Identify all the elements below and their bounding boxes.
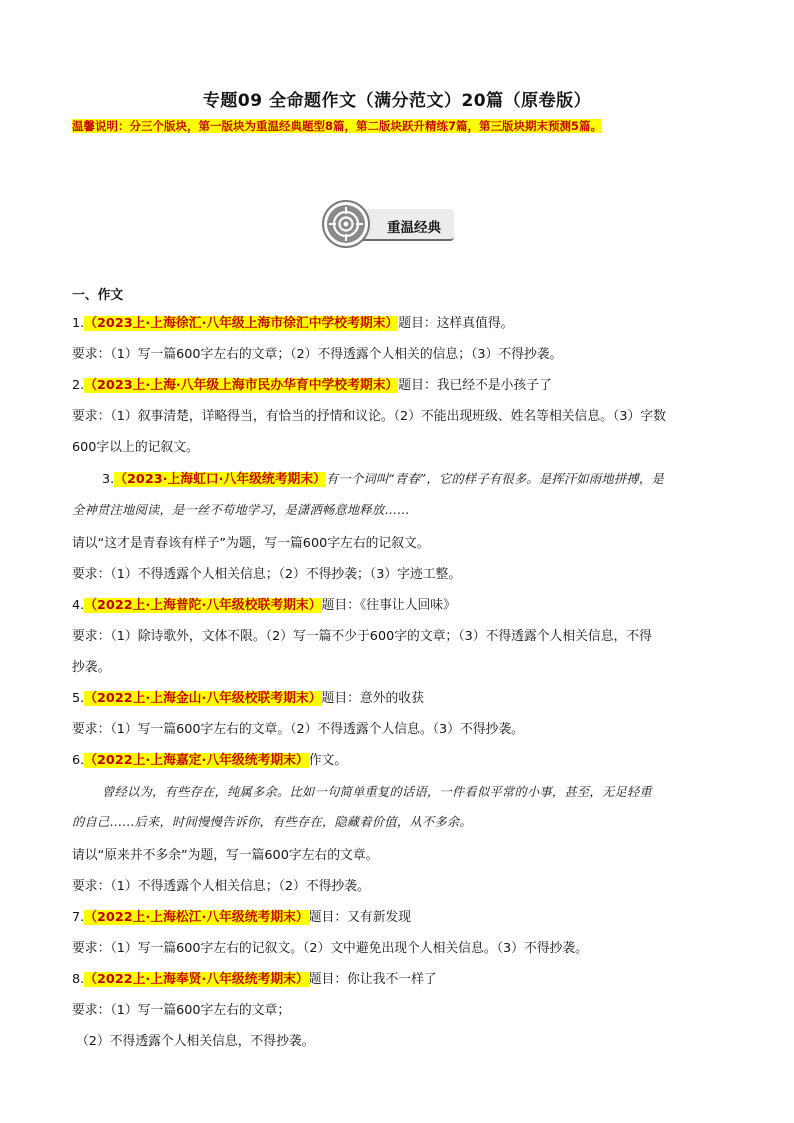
item-source: （2023·上海虹口·八年级统考期末） xyxy=(114,472,326,487)
item-requirement: 要求：（1）写一篇600字左右的文章。（2）不得透露个人信息。（3）不得抄袭。 xyxy=(72,722,524,737)
item-number: 1. xyxy=(72,316,85,331)
list-item xyxy=(102,468,664,487)
notice-text: 温馨说明：分三个版块，第一版块为重温经典题型8篇，第二版块跃升精练7篇，第三版块期末预测5篇。 xyxy=(72,119,602,133)
item-prompt: 题目：意外的收获 xyxy=(321,691,424,706)
item-prompt: 题目：我已经不是小孩子了 xyxy=(398,378,552,393)
item-source: （2022上·上海嘉定·八年级统考期末） xyxy=(84,753,309,768)
item-quote: 的自己……后来，时间慢慢告诉你，有些存在，隐藏着价值，从不多余。 xyxy=(72,815,472,829)
item-prompt: 题目：你让我不一样了 xyxy=(308,972,437,987)
section-heading: 一、作文 xyxy=(72,288,124,303)
item-prompt: 作文。 xyxy=(308,753,348,768)
item-number: 6. xyxy=(72,753,85,768)
item-source: （2022上·上海奉贤·八年级统考期末） xyxy=(84,972,309,987)
target-icon xyxy=(322,200,370,248)
item-requirement: 抄袭。 xyxy=(72,660,111,675)
list-item xyxy=(72,594,456,613)
list-item xyxy=(72,312,513,331)
item-source: （2023上·上海徐汇·八年级上海市徐汇中学校考期末） xyxy=(84,316,399,331)
list-item xyxy=(72,968,437,987)
list-item xyxy=(72,906,411,925)
item-instruction: 请以“这才是青春该有样子”为题，写一篇600字左右的记叙文。 xyxy=(72,536,430,551)
badge-label: 重温经典 xyxy=(387,220,441,236)
item-number: 3. xyxy=(102,472,115,487)
item-quote: 全神贯注地阅读，是一丝不苟地学习，是潇洒畅意地释放…… xyxy=(72,503,410,517)
item-requirement: 要求：（1）写一篇600字左右的文章；（2）不得透露个人相关的信息；（3）不得抄袭。 xyxy=(72,347,563,362)
item-quote: 曾经以为，有些存在，纯属多余。比如一句简单重复的话语，一件看似平常的小事，甚至，无足轻重 xyxy=(102,785,652,799)
item-requirement: 要求：（1）除诗歌外，文体不限。（2）写一篇不少于600字的文章；（3）不得透露个人相关信息，不得 xyxy=(72,629,652,644)
item-number: 4. xyxy=(72,598,85,613)
item-requirement: （2）不得透露个人相关信息，不得抄袭。 xyxy=(76,1034,315,1049)
item-number: 2. xyxy=(72,378,85,393)
item-requirement: 600字以上的记叙文。 xyxy=(72,440,199,455)
item-number: 5. xyxy=(72,691,85,706)
item-number: 8. xyxy=(72,972,85,987)
list-item xyxy=(72,749,347,768)
item-number: 7. xyxy=(72,910,85,925)
item-requirement: 要求：（1）不得透露个人相关信息；（2）不得抄袭。 xyxy=(72,879,370,894)
item-source: （2022上·上海普陀·八年级校联考期末） xyxy=(84,598,322,613)
list-item xyxy=(72,687,424,706)
item-requirement: 要求：（1）写一篇600字左右的记叙文。（2）文中避免出现个人相关信息。（3）不得抄袭。 xyxy=(72,941,588,956)
item-source: （2022上·上海松江·八年级统考期末） xyxy=(84,910,309,925)
item-requirement: 要求：（1）叙事清楚，详略得当，有恰当的抒情和议论。（2）不能出现班级、姓名等相关信息。（3）字数 xyxy=(72,409,666,424)
item-prompt: 有一个词叫“青春”，它的样子有很多。是挥汗如雨地拼搏，是 xyxy=(325,472,664,486)
item-prompt: 题目：又有新发现 xyxy=(308,910,412,925)
item-requirement: 要求：（1）不得透露个人相关信息；（2）不得抄袭；（3）字迹工整。 xyxy=(72,567,462,582)
notice-line xyxy=(72,118,724,134)
item-prompt: 题目：《往事让人回味》 xyxy=(321,598,456,613)
item-requirement: 要求：（1）写一篇600字左右的文章； xyxy=(72,1003,291,1018)
item-instruction: 请以“原来并不多余”为题，写一篇600字左右的文章。 xyxy=(72,848,379,863)
item-source: （2022上·上海金山·八年级校联考期末） xyxy=(84,691,322,706)
list-item xyxy=(72,374,552,393)
section-badge xyxy=(322,200,462,248)
item-source: （2023上·上海·八年级上海市民办华育中学校考期末） xyxy=(84,378,399,393)
document-title: 专题09 全命题作文（满分范文）20篇（原卷版） xyxy=(202,91,592,111)
item-prompt: 题目：这样真值得。 xyxy=(398,316,514,331)
